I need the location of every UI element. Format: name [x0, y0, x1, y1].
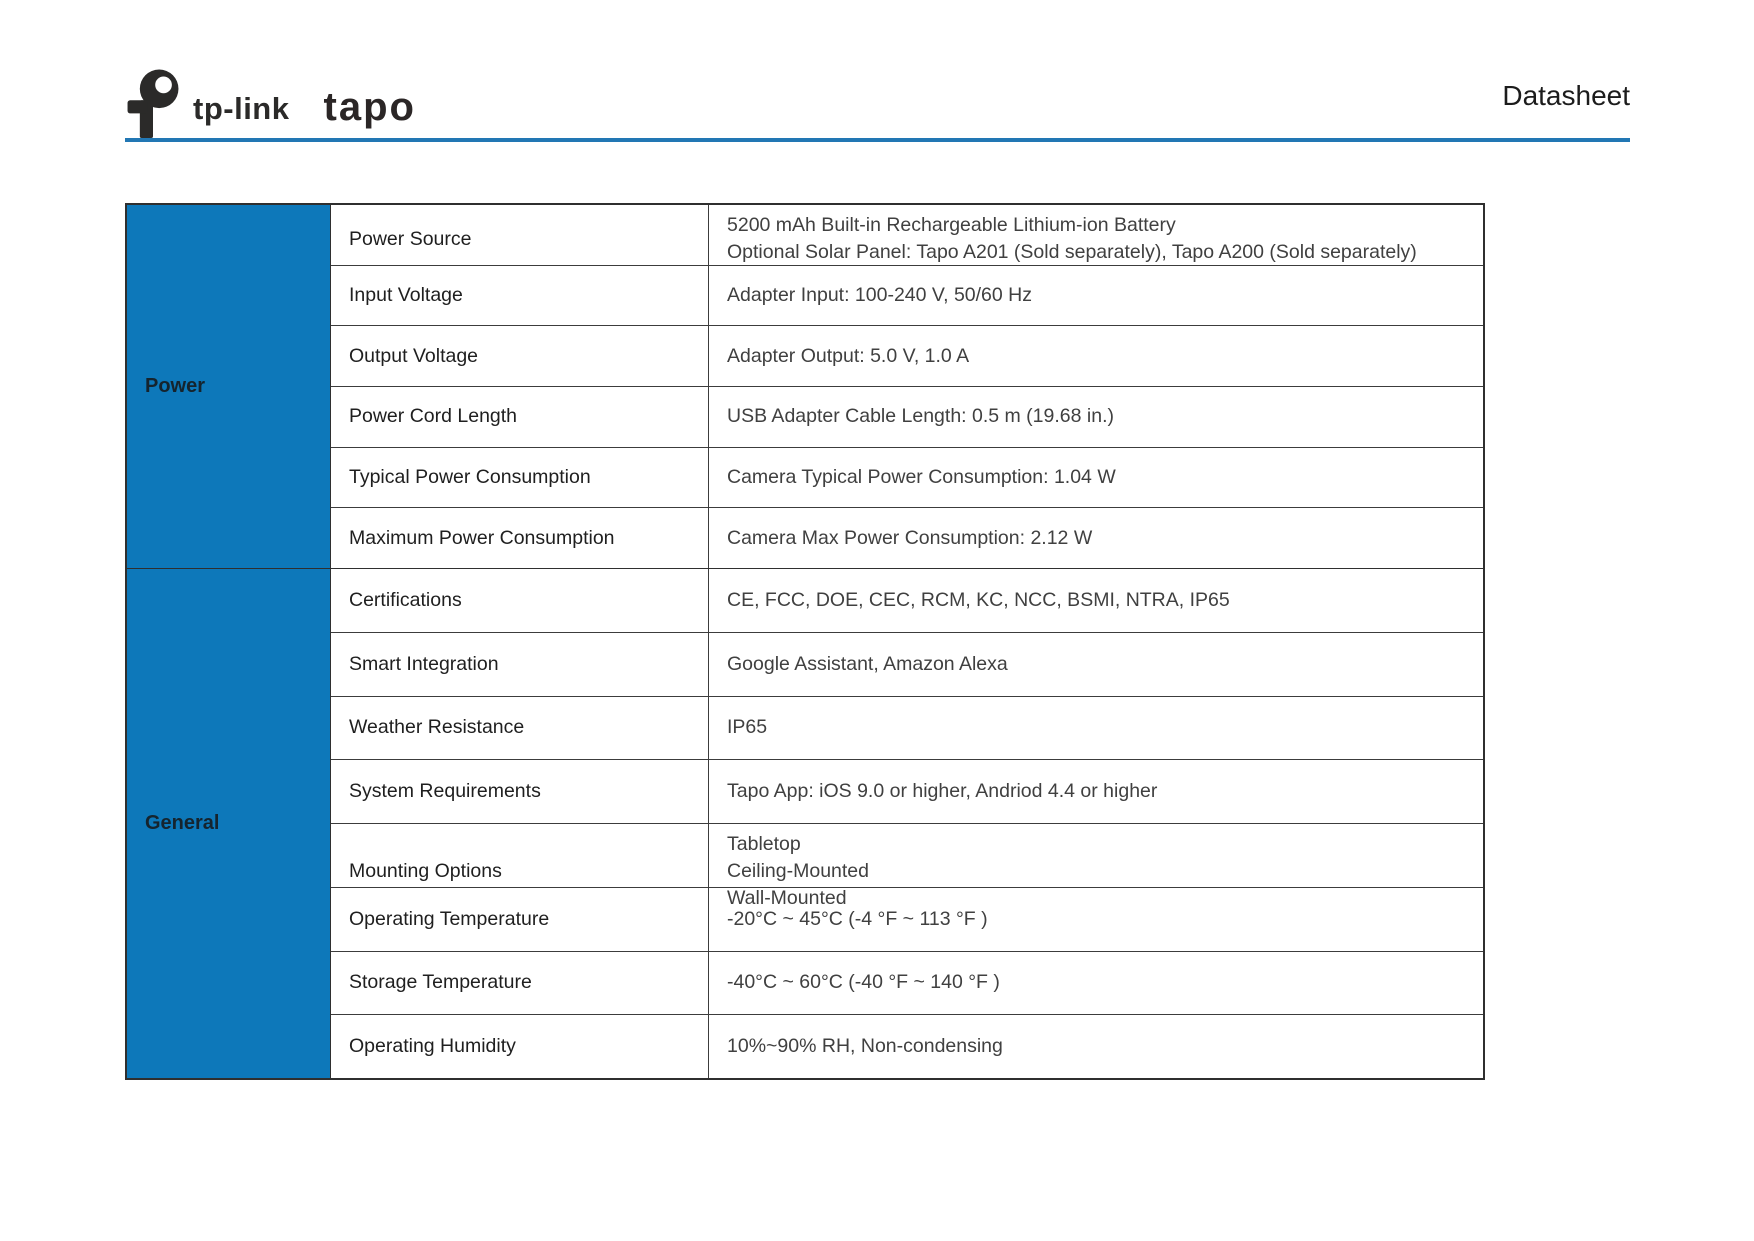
spec-value-line: Tabletop	[727, 833, 801, 855]
spec-value: -40°C ~ 60°C (-40 °F ~ 140 °F )	[727, 971, 1000, 994]
spec-value: 10%~90% RH, Non-condensing	[727, 1035, 1003, 1058]
spec-label: System Requirements	[331, 760, 709, 823]
spec-value: CE, FCC, DOE, CEC, RCM, KC, NCC, BSMI, NTRA, IP65	[727, 588, 1230, 611]
spec-label: Input Voltage	[331, 266, 709, 326]
spec-row	[331, 507, 1483, 568]
spec-label: Power Source	[331, 205, 709, 273]
spec-label: Maximum Power Consumption	[331, 508, 709, 568]
spec-row	[331, 1014, 1483, 1078]
spec-value-line: Ceiling-Mounted	[727, 860, 869, 882]
spec-value: Adapter Output: 5.0 V, 1.0 A	[727, 344, 970, 367]
spec-label: Certifications	[331, 569, 709, 632]
spec-label: Smart Integration	[331, 633, 709, 696]
brand-logo-row	[125, 66, 416, 138]
section-rows	[331, 569, 1483, 1078]
tp-link-logo-icon	[125, 66, 181, 138]
spec-label: Mounting Options	[331, 824, 709, 919]
spec-label: Weather Resistance	[331, 697, 709, 760]
spec-row	[331, 759, 1483, 823]
spec-value: Camera Typical Power Consumption: 1.04 W	[727, 466, 1116, 489]
spec-label: Power Cord Length	[331, 387, 709, 447]
spec-row	[331, 205, 1483, 265]
section-header-power	[127, 205, 331, 568]
tapo-wordmark: tapo	[323, 84, 416, 129]
spec-value: IP65	[727, 716, 768, 739]
tplink-wordmark: tp-link	[193, 91, 290, 126]
spec-table	[125, 203, 1485, 1080]
spec-value-line: Optional Solar Panel: Tapo A201 (Sold separately), Tapo A200 (Sold separately)	[727, 241, 1417, 263]
spec-value: Camera Max Power Consumption: 2.12 W	[727, 526, 1093, 549]
section-header-general	[127, 569, 331, 1078]
spec-label: Typical Power Consumption	[331, 448, 709, 508]
header-divider	[125, 138, 1630, 142]
spec-label: Output Voltage	[331, 326, 709, 386]
spec-value-line: 5200 mAh Built-in Rechargeable Lithium-ion Battery	[727, 214, 1176, 236]
spec-value-line: Wall-Mounted	[727, 887, 847, 909]
spec-row	[331, 386, 1483, 447]
spec-row	[331, 447, 1483, 508]
spec-value: Tapo App: iOS 9.0 or higher, Andriod 4.4 or higher	[727, 780, 1158, 803]
spec-row	[331, 265, 1483, 326]
spec-value: -20°C ~ 45°C (-4 °F ~ 113 °F )	[727, 907, 988, 930]
section-title: Power	[145, 375, 206, 397]
section-rows	[331, 205, 1483, 568]
spec-label: Operating Temperature	[331, 888, 709, 951]
spec-row	[331, 951, 1483, 1015]
section-title: General	[145, 812, 220, 834]
spec-row	[331, 823, 1483, 909]
spec-value: USB Adapter Cable Length: 0.5 m (19.68 in.)	[727, 405, 1114, 428]
spec-row	[331, 887, 1483, 951]
page-title: Datasheet	[1502, 80, 1630, 111]
spec-label: Operating Humidity	[331, 1015, 709, 1078]
spec-row	[331, 696, 1483, 760]
spec-row	[331, 632, 1483, 696]
spec-row	[331, 569, 1483, 632]
spec-value	[709, 205, 1483, 273]
section-general	[127, 568, 1483, 1078]
spec-value: Adapter Input: 100-240 V, 50/60 Hz	[727, 284, 1033, 306]
spec-row	[331, 325, 1483, 386]
spec-label: Storage Temperature	[331, 952, 709, 1015]
spec-value: Google Assistant, Amazon Alexa	[727, 652, 1008, 675]
section-power	[127, 205, 1483, 568]
